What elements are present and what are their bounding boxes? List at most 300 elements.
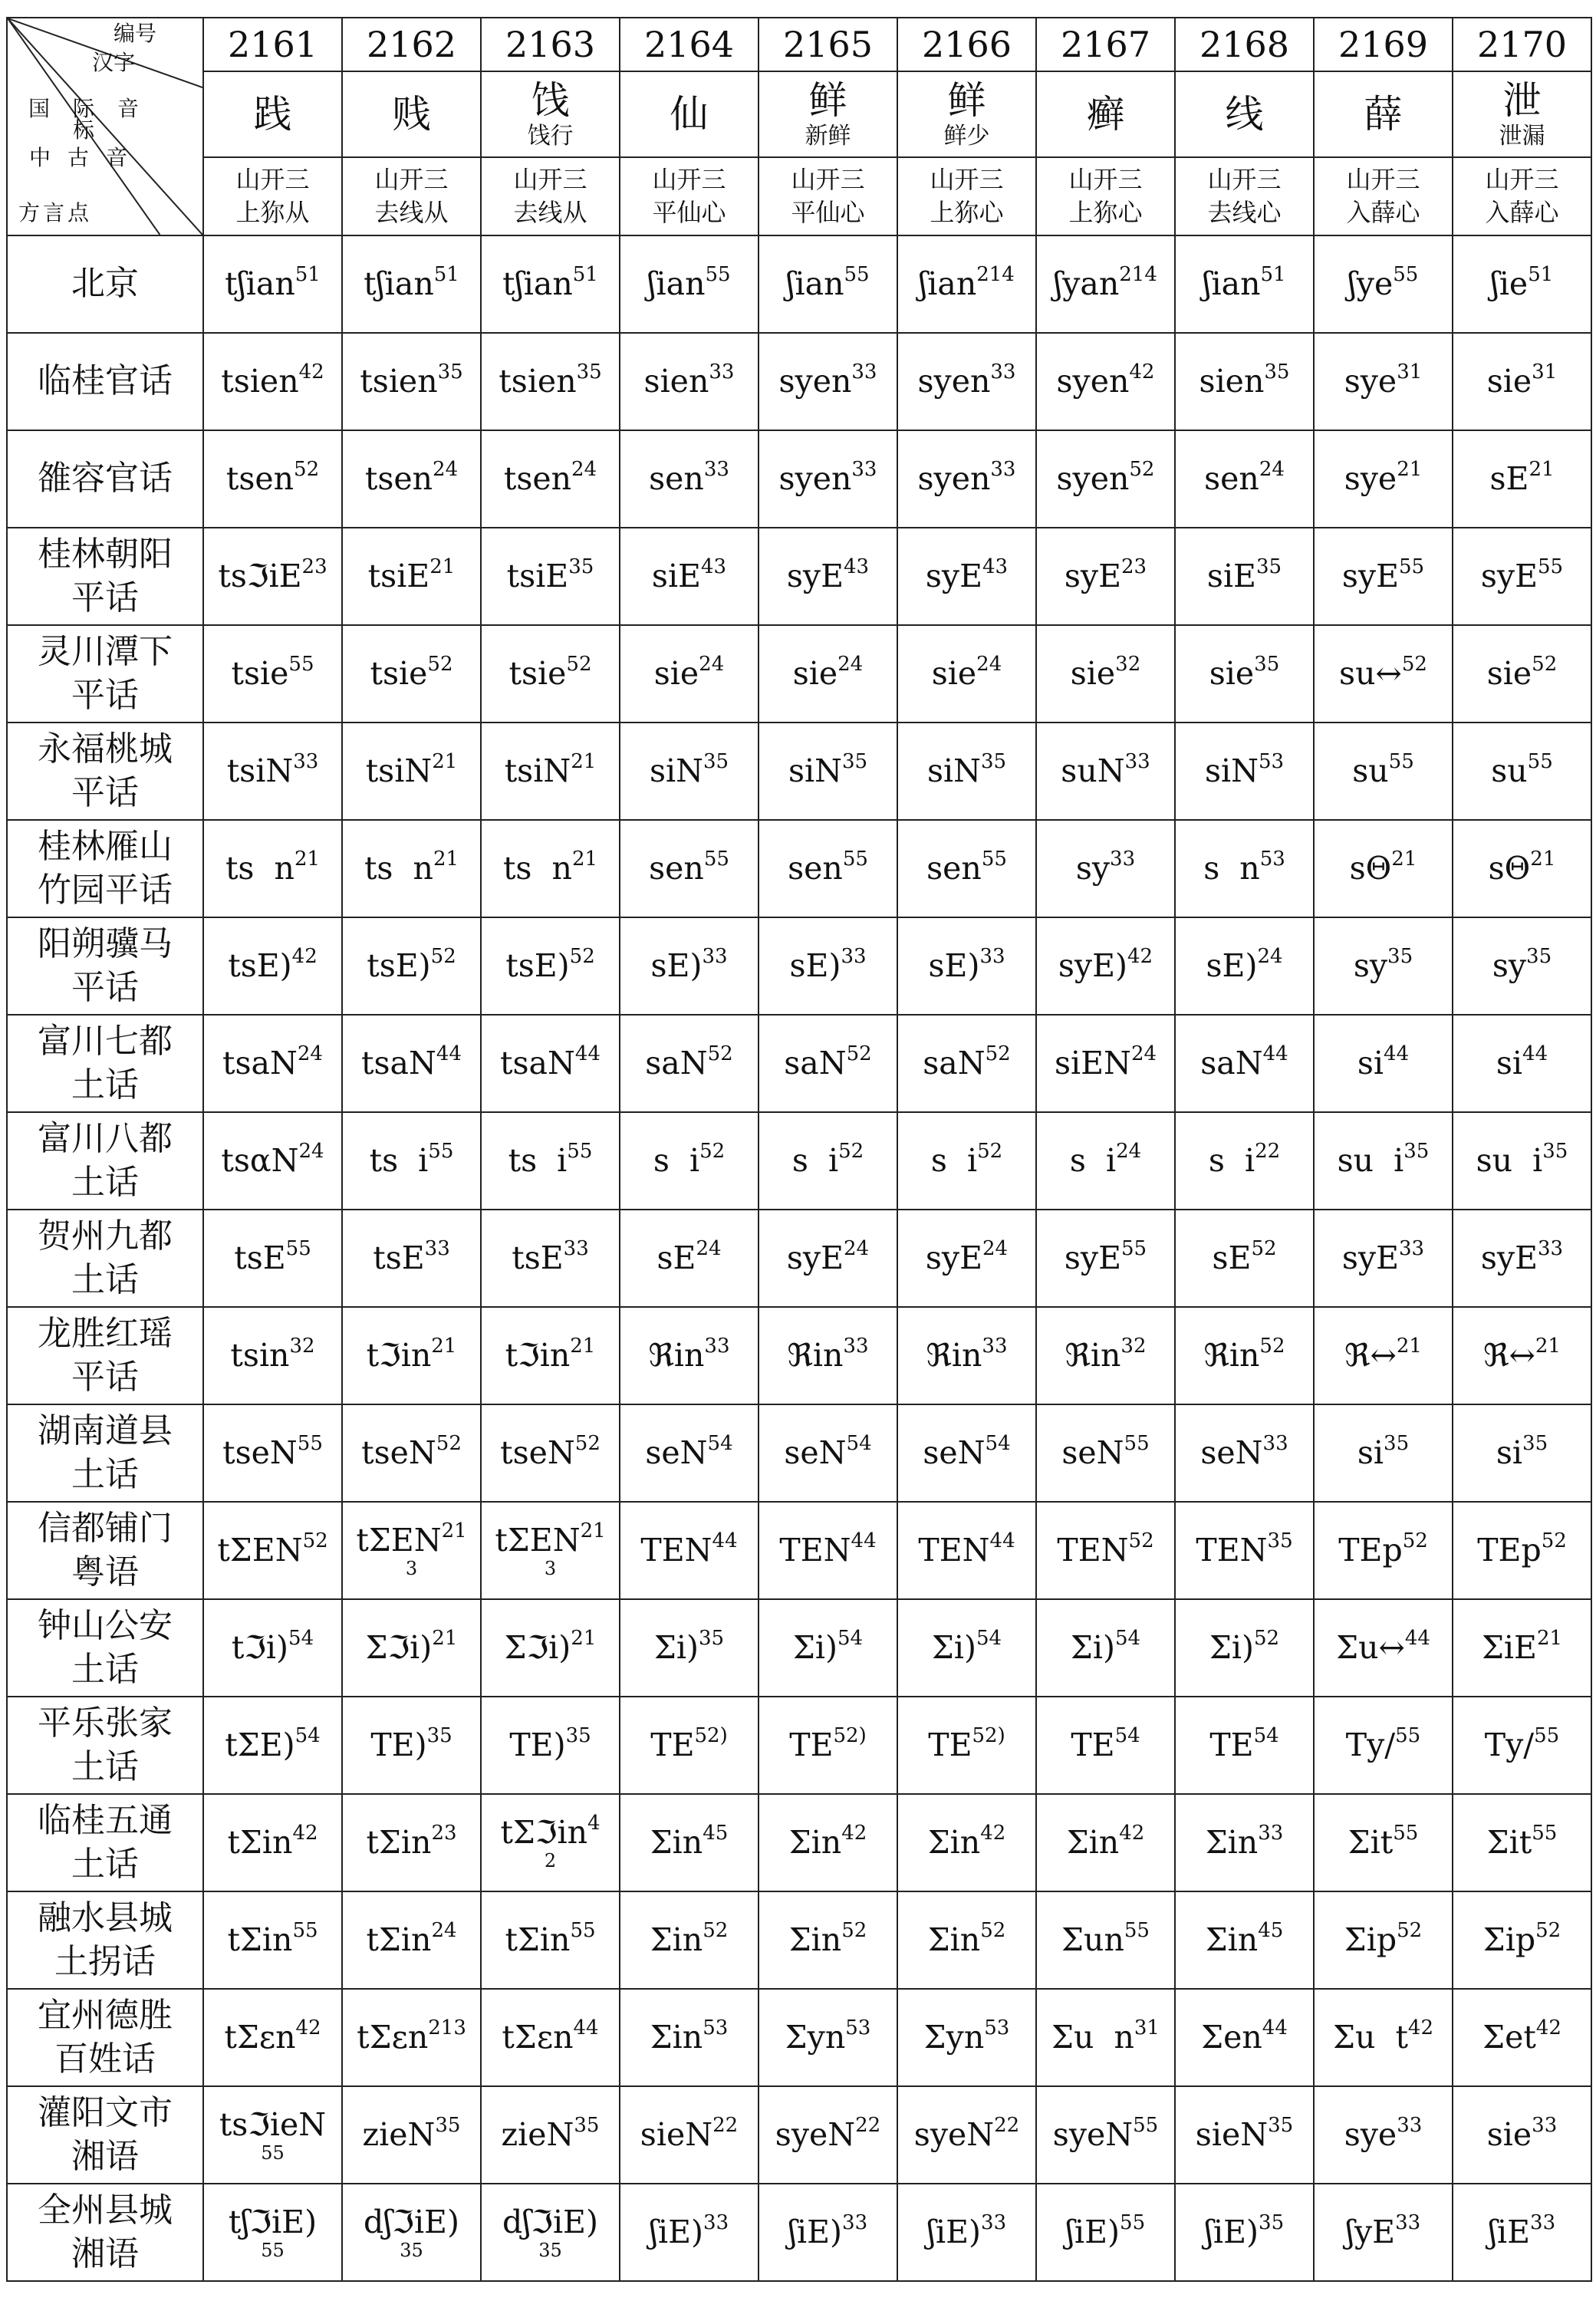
tone-value: 42 — [841, 1821, 867, 1845]
pronunciation-cell — [759, 1891, 897, 1989]
pronunciation-cell — [1175, 333, 1314, 430]
ipa-syllable: ʃiE) — [788, 2213, 843, 2250]
character-cell — [759, 71, 897, 157]
dialect-row — [7, 1989, 1591, 2086]
pronunciation-cell — [1314, 1307, 1453, 1404]
pronunciation-cell — [1175, 1015, 1314, 1112]
tone-value: 33 — [981, 2210, 1007, 2234]
pronunciation-cell — [481, 2184, 620, 2281]
ipa-syllable: siN — [788, 752, 842, 789]
dialect-place-cell — [7, 1502, 203, 1599]
pronunciation-cell — [759, 723, 897, 820]
dialect-place-line: 土话 — [71, 1162, 139, 1202]
pronunciation-cell — [1175, 1989, 1314, 2086]
ipa-syllable: tsE) — [367, 946, 431, 984]
ipa-syllable: sie — [792, 654, 838, 692]
tone-value: 55 — [288, 652, 314, 676]
dialect-place-line: 灵川潭下 — [38, 632, 173, 672]
tone-value: 31 — [1532, 360, 1558, 384]
pronunciation-cell — [342, 1404, 481, 1502]
ipa-syllable: tsE) — [505, 946, 570, 984]
tone-value: 33 — [1258, 1821, 1284, 1845]
pronunciation-cell — [481, 1989, 620, 2086]
tone-value: 44 — [1522, 1042, 1548, 1065]
middle-chinese-line: 平仙心 — [652, 198, 726, 227]
pronunciation-cell — [1453, 1891, 1591, 1989]
ipa-syllable: tΣin — [227, 1921, 293, 1958]
pronunciation-cell — [897, 1697, 1036, 1794]
pronunciation-cell — [1036, 528, 1175, 625]
ipa-syllable: su↔ — [1339, 654, 1402, 692]
ipa-syllable: tʃian — [364, 265, 434, 302]
tone-value: 42 — [1127, 944, 1153, 968]
pronunciation-cell — [620, 917, 759, 1015]
tone-value: 33 — [704, 1334, 730, 1358]
pronunciation-cell — [1036, 333, 1175, 430]
tone-value: 53 — [984, 2016, 1010, 2039]
pronunciation-cell — [1453, 1112, 1591, 1210]
tone-value: 214 — [976, 262, 1015, 286]
ipa-syllable: tsie — [231, 654, 289, 692]
tone-value: 45 — [1258, 1918, 1284, 1942]
ipa-syllable: tsiN — [226, 752, 294, 789]
tone-value: 33 — [1397, 2113, 1423, 2137]
ipa-syllable: tℑin — [366, 1336, 432, 1374]
pronunciation-cell — [342, 1112, 481, 1210]
dialect-row — [7, 625, 1591, 723]
pronunciation-cell — [342, 430, 481, 528]
ipa-syllable: Σyn — [923, 2018, 985, 2056]
dialect-row — [7, 1307, 1591, 1404]
pronunciation-cell — [1314, 1794, 1453, 1891]
ipa-syllable: tsen — [364, 459, 433, 497]
ipa-syllable: TEN — [779, 1531, 851, 1569]
tone-value: 35 — [1267, 1529, 1293, 1552]
tone-value: 33 — [851, 457, 877, 481]
tone-value: 21 — [1530, 847, 1556, 871]
ipa-syllable: sen — [788, 849, 843, 887]
ipa-syllable: sen — [649, 459, 704, 497]
tone-value: 55 — [1395, 1723, 1421, 1747]
middle-chinese-line: 上狝心 — [930, 198, 1004, 227]
dialect-place-line: 龙胜红瑶 — [38, 1314, 173, 1354]
tone-value: 24 — [1116, 1139, 1142, 1163]
middle-chinese-cell — [1036, 157, 1175, 235]
pronunciation-cell — [481, 1599, 620, 1697]
ipa-syllable: saN — [645, 1044, 708, 1081]
pronunciation-cell — [897, 1210, 1036, 1307]
character-cell — [203, 71, 342, 157]
hanzi-character: 仙 — [670, 91, 709, 137]
pronunciation-cell — [897, 1112, 1036, 1210]
pronunciation-cell — [203, 1210, 342, 1307]
corner-label-character: 汉字 — [92, 50, 136, 75]
tone-value: 32 — [1115, 652, 1141, 676]
dialect-place-cell — [7, 1599, 203, 1697]
pronunciation-cell — [897, 1015, 1036, 1112]
pronunciation-cell — [1314, 723, 1453, 820]
tone-value: 52 — [1254, 1626, 1280, 1650]
tone-value: 21 — [571, 847, 598, 871]
pronunciation-cell — [481, 1404, 620, 1502]
tone-value: 24 — [1257, 944, 1283, 968]
pronunciation-cell — [620, 1891, 759, 1989]
tone-value: 55 — [844, 262, 870, 286]
ipa-syllable: ʃian — [919, 265, 977, 302]
pronunciation-cell — [759, 1989, 897, 2086]
ipa-syllable: TE — [1209, 1726, 1254, 1763]
ipa-syllable: sien — [643, 362, 709, 400]
dialect-row — [7, 1891, 1591, 1989]
ipa-syllable: Σyn — [785, 2018, 846, 2056]
ipa-syllable: tʃian — [225, 265, 295, 302]
tone-value: 33 — [702, 944, 728, 968]
character-number-cell: 2164 — [620, 18, 759, 71]
dialect-place-cell — [7, 1989, 203, 2086]
pronunciation-cell — [203, 1697, 342, 1794]
ipa-syllable: su i — [1337, 1141, 1404, 1179]
pronunciation-cell — [620, 235, 759, 333]
pronunciation-cell — [203, 1891, 342, 1989]
ipa-syllable: tΣεn — [502, 2018, 574, 2056]
tone-value: 22 — [855, 2113, 881, 2137]
tone-value: 24 — [431, 1918, 457, 1942]
ipa-syllable: tsaN — [500, 1044, 575, 1081]
pronunciation-cell — [1036, 1697, 1175, 1794]
middle-chinese-cell — [1453, 157, 1591, 235]
ipa-syllable: s i — [791, 1141, 839, 1179]
ipa-syllable: sieN — [1195, 2115, 1269, 2153]
ipa-syllable: sie — [1486, 362, 1532, 400]
pronunciation-cell — [1036, 1404, 1175, 1502]
ipa-syllable: Σet — [1482, 2018, 1536, 2056]
tone-value-continued: 35 — [400, 2240, 423, 2262]
tone-value: 22 — [994, 2113, 1020, 2137]
ipa-syllable: ʃie — [1490, 265, 1529, 302]
tone-value: 24 — [1259, 457, 1285, 481]
dialect-place-cell — [7, 1404, 203, 1502]
tone-value: 44 — [1262, 2016, 1288, 2039]
ipa-syllable: s i — [1069, 1141, 1117, 1179]
middle-chinese-cell — [620, 157, 759, 235]
pronunciation-cell — [1314, 1502, 1453, 1599]
ipa-syllable: zieN — [362, 2115, 436, 2153]
middle-chinese-line: 平仙心 — [791, 198, 865, 227]
hanzi-character: 薛 — [1364, 91, 1403, 137]
tone-value: 21 — [1391, 847, 1417, 871]
ipa-syllable: ʃian — [647, 265, 706, 302]
pronunciation-cell — [620, 528, 759, 625]
pronunciation-cell — [1453, 1697, 1591, 1794]
character-note: 饯行 — [527, 122, 574, 150]
ipa-syllable: seN — [923, 1434, 986, 1471]
hanzi-character: 鲜 — [947, 78, 986, 123]
tone-value-continued: 3 — [405, 1558, 418, 1580]
pronunciation-cell — [1453, 1989, 1591, 2086]
ipa-syllable: sE — [1489, 459, 1529, 497]
dialect-row — [7, 820, 1591, 917]
tone-value: 53 — [703, 2016, 729, 2039]
pronunciation-cell — [1175, 235, 1314, 333]
pronunciation-cell — [481, 1697, 620, 1794]
tone-value: 55 — [1133, 2113, 1159, 2137]
ipa-syllable: seN — [1200, 1434, 1263, 1471]
tone-value: 35 — [1264, 360, 1290, 384]
ipa-syllable: syE) — [1058, 946, 1128, 984]
tone-value: 55 — [981, 847, 1007, 871]
tone-value: 54 — [976, 1626, 1002, 1650]
pronunciation-cell — [620, 1307, 759, 1404]
ipa-syllable: sye — [1344, 2115, 1397, 2153]
tone-value: 35 — [1268, 2113, 1294, 2137]
pronunciation-cell — [481, 625, 620, 723]
tone-value: 55 — [1388, 749, 1414, 773]
pronunciation-cell — [1175, 625, 1314, 723]
ipa-syllable: ℜin — [787, 1336, 844, 1374]
tone-value: 44 — [989, 1529, 1015, 1552]
pronunciation-cell — [203, 1794, 342, 1891]
ipa-syllable: Σin — [788, 1823, 842, 1861]
pronunciation-cell — [203, 1307, 342, 1404]
ipa-syllable: tΣin — [366, 1921, 432, 1958]
pronunciation-cell — [897, 235, 1036, 333]
pronunciation-cell — [481, 1794, 620, 1891]
tone-value: 33 — [1538, 1236, 1564, 1260]
character-number-cell: 2168 — [1175, 18, 1314, 71]
tone-value: 35 — [426, 1723, 452, 1747]
character-cell — [1453, 71, 1591, 157]
pronunciation-cell — [1036, 235, 1175, 333]
pronunciation-cell — [1175, 1599, 1314, 1697]
tone-value: 33 — [1124, 749, 1150, 773]
tone-value: 21 — [1396, 1334, 1422, 1358]
middle-chinese-cell — [342, 157, 481, 235]
tone-value: 54 — [985, 1431, 1011, 1455]
ipa-syllable: sen — [649, 849, 704, 887]
tone-value: 55 — [1393, 1821, 1419, 1845]
ipa-syllable: sye — [1344, 362, 1397, 400]
ipa-syllable: ʃiE) — [1204, 2213, 1259, 2250]
pronunciation-cell — [620, 1794, 759, 1891]
pronunciation-cell — [342, 1891, 481, 1989]
tone-value: 24 — [844, 1236, 870, 1260]
ipa-syllable: TEN — [918, 1531, 990, 1569]
ipa-syllable: ʃyE — [1345, 2213, 1396, 2250]
tone-value: 54 — [288, 1626, 314, 1650]
ipa-syllable: sieN — [640, 2115, 713, 2153]
pronunciation-cell — [759, 2086, 897, 2184]
tone-value: 52 — [430, 944, 456, 968]
pronunciation-cell — [1314, 625, 1453, 723]
pronunciation-cell — [1453, 723, 1591, 820]
pronunciation-cell — [1175, 1404, 1314, 1502]
dialect-place-line: 平话 — [71, 967, 139, 1007]
ipa-syllable: syE — [1480, 1239, 1538, 1276]
pronunciation-cell — [1036, 917, 1175, 1015]
tone-value: 44 — [574, 1042, 601, 1065]
dialect-place-cell — [7, 1891, 203, 1989]
character-cell — [1314, 71, 1453, 157]
ipa-syllable: Σin — [927, 1921, 981, 1958]
tone-value: 35 — [1256, 555, 1282, 578]
dialect-row — [7, 1599, 1591, 1697]
ipa-syllable: Σi) — [792, 1628, 837, 1666]
tone-value: 52 — [1129, 457, 1155, 481]
tone-value: 55 — [705, 262, 731, 286]
dialect-place-cell — [7, 820, 203, 917]
tone-value: 35 — [565, 1723, 591, 1747]
pronunciation-cell — [897, 723, 1036, 820]
tone-value: 44 — [712, 1529, 738, 1552]
tone-value: 21 — [294, 847, 321, 871]
pronunciation-cell — [1314, 1210, 1453, 1307]
dialect-place-cell — [7, 1794, 203, 1891]
dialect-place-line: 粤语 — [71, 1552, 139, 1592]
ipa-syllable: ℜin — [1203, 1336, 1260, 1374]
tone-value: 42 — [292, 1821, 318, 1845]
tone-value: 24 — [696, 1236, 722, 1260]
ipa-syllable: si — [1357, 1434, 1384, 1471]
dialect-place-cell — [7, 1307, 203, 1404]
tone-value: 43 — [844, 555, 870, 578]
pronunciation-cell — [1175, 1112, 1314, 1210]
middle-chinese-row — [7, 157, 1591, 235]
ipa-syllable: TEp — [1338, 1531, 1403, 1569]
pronunciation-cell — [759, 235, 897, 333]
hanzi-character: 饯 — [531, 78, 570, 123]
tone-value: 31 — [1397, 360, 1423, 384]
pronunciation-cell — [1314, 2086, 1453, 2184]
dialect-place-line: 桂林雁山 — [38, 827, 173, 867]
tone-value: 52 — [566, 652, 592, 676]
tone-value: 55 — [297, 1431, 323, 1455]
tone-value-continued: 55 — [261, 2142, 285, 2164]
tone-value: 33 — [709, 360, 735, 384]
tone-value: 54 — [295, 1723, 321, 1747]
dialect-place-line: 雒容官话 — [38, 459, 173, 499]
pronunciation-cell — [342, 2184, 481, 2281]
ipa-syllable: Σu↔ — [1336, 1628, 1405, 1666]
tone-value: 54 — [1114, 1723, 1140, 1747]
pronunciation-cell — [1175, 820, 1314, 917]
dialect-place-line: 土话 — [71, 1065, 139, 1104]
tone-value: 4 — [587, 1811, 601, 1835]
middle-chinese-line: 入薛心 — [1346, 198, 1420, 227]
dialect-place-cell — [7, 333, 203, 430]
middle-chinese-line: 去线从 — [374, 198, 449, 227]
character-cell — [620, 71, 759, 157]
tone-value: 51 — [433, 262, 459, 286]
tone-value: 52 — [699, 1139, 726, 1163]
tone-value: 55 — [703, 847, 729, 871]
corner-label-number: 编号 — [114, 21, 157, 46]
tone-value: 21 — [1536, 1626, 1563, 1650]
dialect-place-line: 富川八都 — [38, 1119, 173, 1159]
ipa-syllable: su i — [1476, 1141, 1543, 1179]
tone-value: 52 — [574, 1431, 601, 1455]
pronunciation-cell — [1175, 1794, 1314, 1891]
ipa-syllable: TEN — [1196, 1531, 1268, 1569]
tone-value: 55 — [1120, 2210, 1146, 2234]
tone-value: 52 — [1401, 652, 1427, 676]
ipa-syllable: sE) — [789, 946, 841, 984]
pronunciation-cell — [1175, 1891, 1314, 1989]
pronunciation-cell — [620, 723, 759, 820]
pronunciation-cell — [481, 723, 620, 820]
dialect-place-line: 桂林朝阳 — [38, 535, 173, 574]
pronunciation-cell — [342, 723, 481, 820]
tone-value: 55 — [292, 1918, 318, 1942]
tone-value: 52 — [569, 944, 595, 968]
tone-value: 53 — [1258, 749, 1285, 773]
tone-value: 24 — [571, 457, 597, 481]
ipa-syllable: sye — [1344, 459, 1397, 497]
pronunciation-cell — [620, 1015, 759, 1112]
ipa-syllable: syen — [1056, 459, 1130, 497]
dialect-place-line: 土话 — [71, 1259, 139, 1299]
ipa-syllable: sie — [931, 654, 977, 692]
ipa-syllable: syeN — [913, 2115, 995, 2153]
tone-value: 54 — [846, 1431, 872, 1455]
middle-chinese-line: 山开三 — [513, 164, 587, 194]
tone-value: 35 — [1403, 1139, 1430, 1163]
ipa-syllable: sien — [1199, 362, 1265, 400]
dialect-place-line: 阳朔骥马 — [38, 924, 173, 964]
tone-value: 54 — [1115, 1626, 1141, 1650]
ipa-syllable: si — [1357, 1044, 1384, 1081]
dialect-place-cell — [7, 2184, 203, 2281]
pronunciation-cell — [620, 1112, 759, 1210]
dialect-place-line: 临桂官话 — [38, 361, 173, 401]
tone-value: 35 — [703, 749, 729, 773]
pronunciation-cell — [1175, 528, 1314, 625]
tone-value: 52 — [1251, 1236, 1277, 1260]
pronunciation-cell — [481, 820, 620, 917]
dialect-row — [7, 1794, 1591, 1891]
pronunciation-cell — [342, 917, 481, 1015]
tone-value: 52 — [841, 1918, 867, 1942]
ipa-syllable: seN — [645, 1434, 708, 1471]
ipa-syllable: siEN — [1054, 1044, 1131, 1081]
character-note: 新鲜 — [805, 122, 851, 150]
ipa-syllable: tΣEN — [356, 1521, 442, 1559]
ipa-syllable: ʃian — [1203, 265, 1261, 302]
character-number-cell: 2169 — [1314, 18, 1453, 71]
dialect-place-cell — [7, 723, 203, 820]
dialect-place-line: 临桂五通 — [38, 1801, 173, 1841]
ipa-syllable: tsiE — [367, 557, 430, 594]
ipa-syllable: tsℑieN — [219, 2105, 327, 2143]
dialect-row — [7, 528, 1591, 625]
tone-value: 24 — [433, 457, 459, 481]
pronunciation-cell — [897, 625, 1036, 723]
middle-chinese-line: 山开三 — [374, 164, 449, 194]
dialect-place-line: 土话 — [71, 1454, 139, 1494]
pronunciation-cell — [759, 1307, 897, 1404]
character-cell — [481, 71, 620, 157]
ipa-syllable: s n — [1203, 849, 1260, 887]
ipa-syllable: tsie — [370, 654, 428, 692]
tone-value: 33 — [703, 2210, 729, 2234]
tone-value: 21 — [433, 847, 459, 871]
ipa-syllable: sy — [1075, 849, 1111, 887]
pronunciation-cell — [481, 235, 620, 333]
pronunciation-cell — [203, 1599, 342, 1697]
pronunciation-cell — [1314, 430, 1453, 528]
tone-value: 51 — [1528, 262, 1554, 286]
pronunciation-cell — [481, 430, 620, 528]
pronunciation-cell — [1453, 1502, 1591, 1599]
